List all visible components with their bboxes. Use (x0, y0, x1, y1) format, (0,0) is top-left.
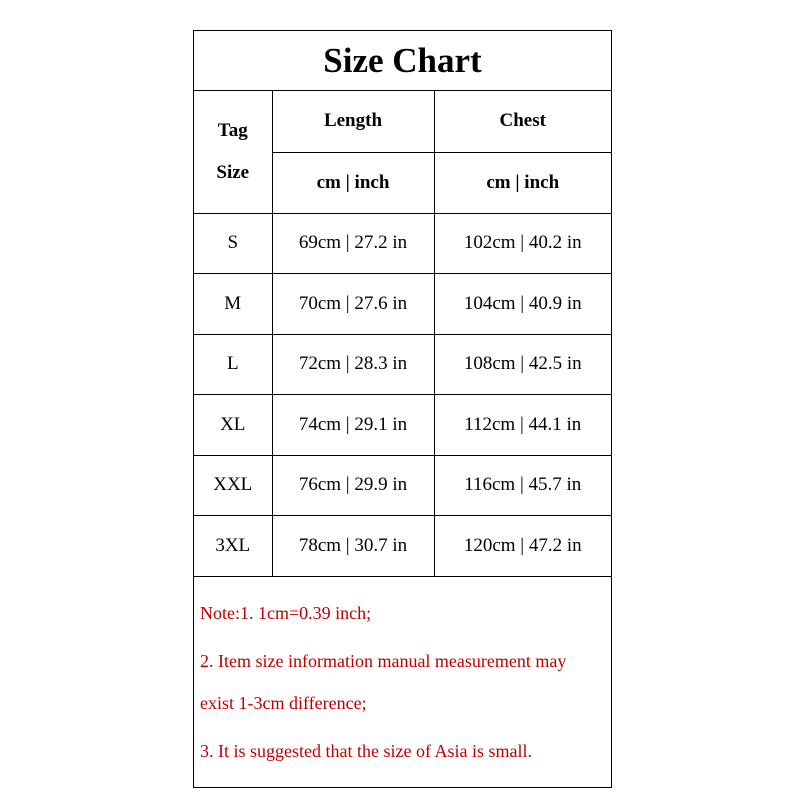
length-cell: 76cm | 29.9 in (272, 455, 434, 515)
tag-header-line1: Tag (217, 119, 248, 141)
size-table (194, 91, 611, 577)
length-units: cm | inch (272, 152, 434, 213)
note-line-3: exist 1-3cm difference; (200, 693, 367, 713)
tag-size-header (194, 91, 272, 213)
chest-header: Chest (434, 91, 611, 152)
length-cell: 69cm | 27.2 in (272, 213, 434, 273)
length-cell: 74cm | 29.1 in (272, 394, 434, 455)
chest-cell: 112cm | 44.1 in (434, 394, 611, 455)
size-cell: S (194, 213, 272, 273)
chest-cell: 108cm | 42.5 in (434, 334, 611, 394)
tag-header-line2: Size (216, 161, 250, 183)
chest-cell: 116cm | 45.7 in (434, 455, 611, 515)
table-row (194, 213, 611, 273)
table-row (194, 273, 611, 334)
length-cell: 72cm | 28.3 in (272, 334, 434, 394)
size-cell: XL (194, 394, 272, 455)
header-row (194, 91, 611, 152)
note-line-1: Note:1. 1cm=0.39 inch; (200, 603, 372, 623)
table-row (194, 455, 611, 515)
size-cell: 3XL (194, 515, 272, 576)
length-cell: 70cm | 27.6 in (272, 273, 434, 334)
chart-title: Size Chart (194, 31, 611, 91)
table-row (194, 515, 611, 576)
table-row (194, 394, 611, 455)
size-cell: M (194, 273, 272, 334)
note-line-4: 3. It is suggested that the size of Asia is small. (200, 741, 532, 761)
chest-cell: 104cm | 40.9 in (434, 273, 611, 334)
size-chart (193, 30, 612, 788)
chest-units: cm | inch (434, 152, 611, 213)
size-cell: XXL (194, 455, 272, 515)
chest-cell: 102cm | 40.2 in (434, 213, 611, 273)
note-line-2: 2. Item size information manual measurement may (200, 651, 567, 671)
length-cell: 78cm | 30.7 in (272, 515, 434, 576)
table-row (194, 334, 611, 394)
chest-cell: 120cm | 47.2 in (434, 515, 611, 576)
length-header: Length (272, 91, 434, 152)
size-cell: L (194, 334, 272, 394)
